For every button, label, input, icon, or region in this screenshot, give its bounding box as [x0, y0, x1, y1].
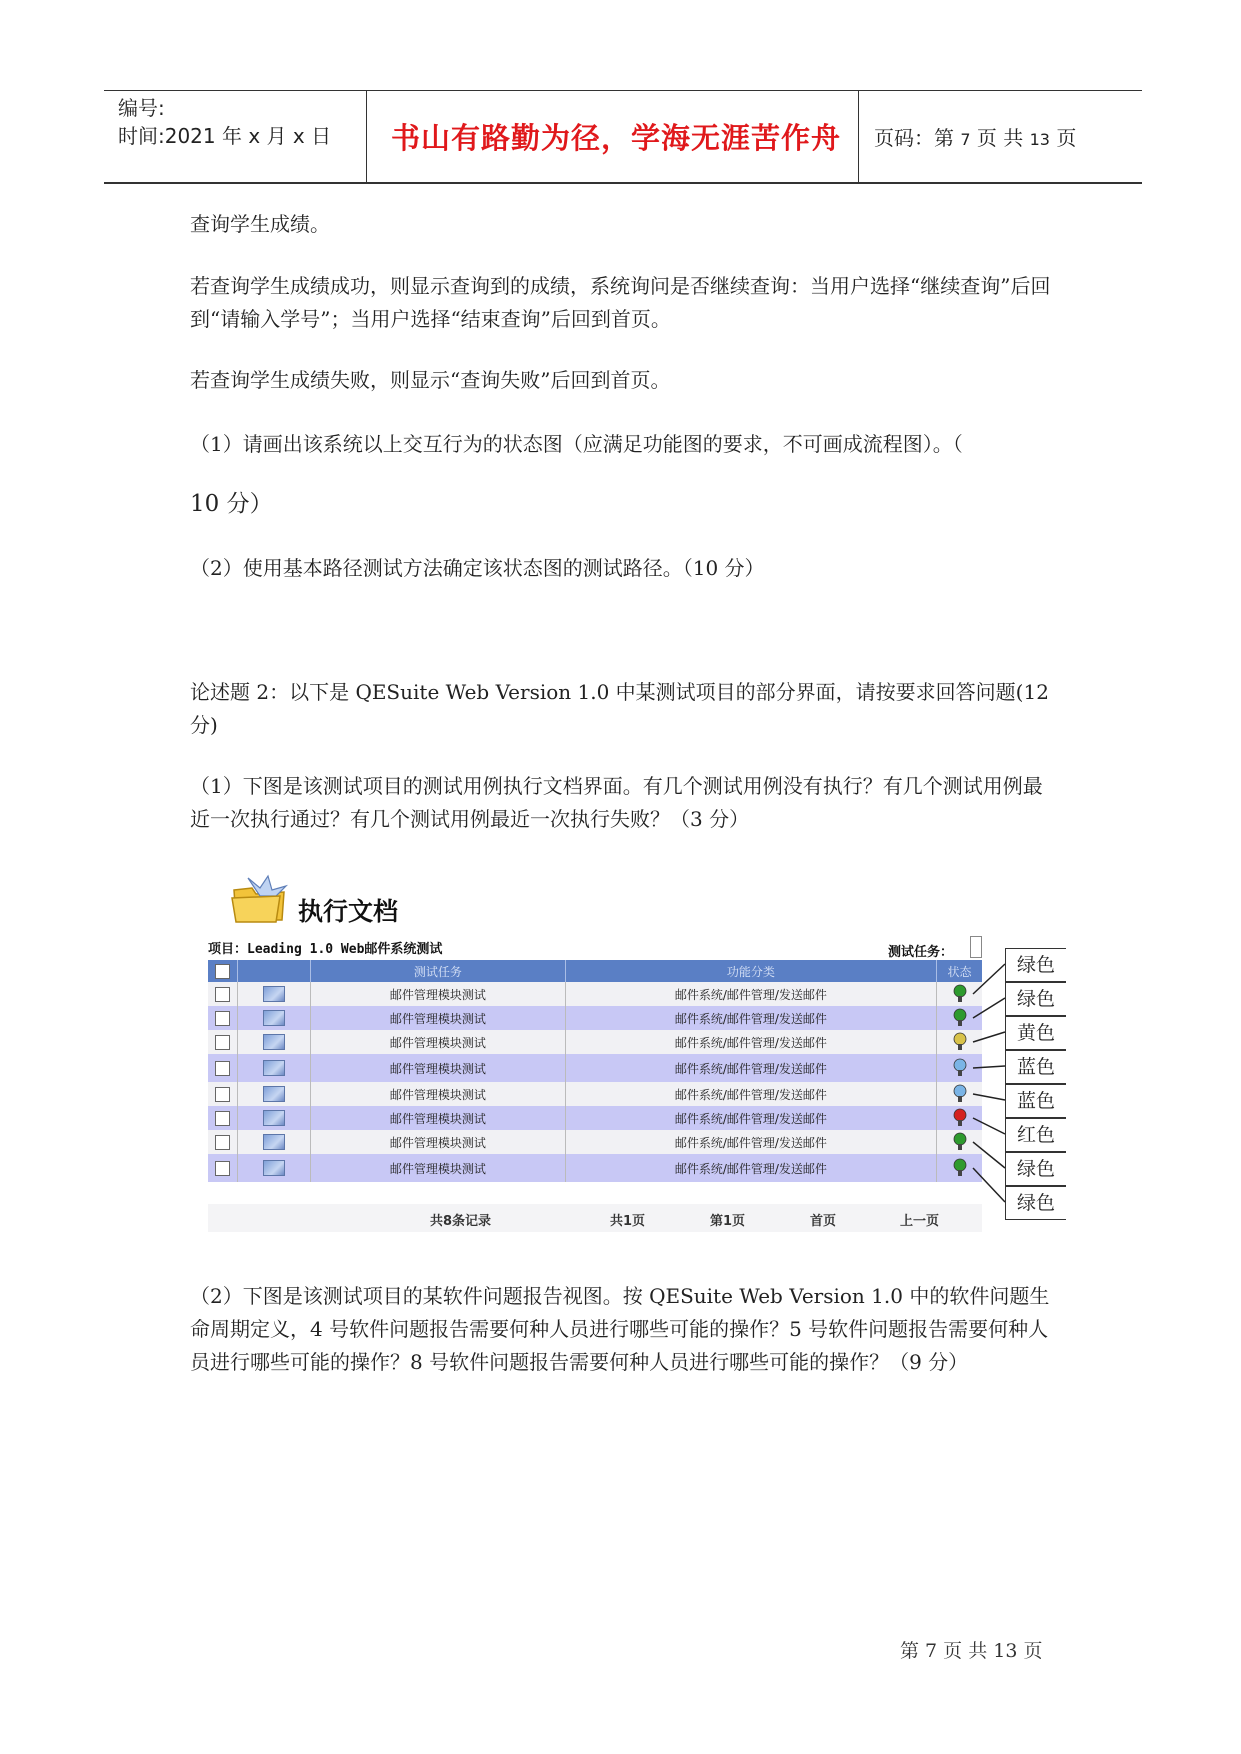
row-category: 邮件系统/邮件管理/发送邮件	[565, 1054, 936, 1082]
column-status[interactable]: 状态	[937, 960, 982, 982]
task-filter-label: 测试任务：	[888, 945, 954, 960]
project-label: 项目：Leading 1.0 Web邮件系统测试	[208, 942, 443, 957]
callout-leader-line	[973, 1032, 1005, 1042]
callout-leader-line	[973, 1168, 1005, 1202]
callout-leader-line	[973, 1118, 1005, 1134]
row-task: 邮件管理模块测试	[311, 982, 566, 1006]
figure-title: 执行文档	[298, 897, 399, 926]
page-suffix: 页	[1056, 126, 1077, 150]
paragraph-query: 查询学生成绩。	[190, 212, 330, 236]
row-task: 邮件管理模块测试	[311, 1054, 566, 1082]
callout-leader-line	[973, 1094, 1005, 1100]
page-prefix: 页码：第	[874, 126, 954, 150]
essay-question-2: 论述题 2：以下是 QESuite Web Version 1.0 中某测试项目的部分界面，请按要求回答问题(12 分)	[190, 680, 1049, 737]
column-task[interactable]: 测试任务	[311, 960, 566, 982]
header-meta	[118, 94, 331, 150]
header-number: 编号:	[118, 96, 165, 120]
callout-leader-line	[973, 964, 1005, 994]
row-task: 邮件管理模块测试	[311, 1030, 566, 1054]
row-category: 邮件系统/邮件管理/发送邮件	[565, 1030, 936, 1054]
status-callout-label: 黄色	[1005, 1016, 1066, 1050]
pager-prev-link[interactable]: 上一页	[900, 1214, 940, 1229]
header-motto: 书山有路勤为径，学海无涯苦作舟	[390, 121, 841, 155]
row-task: 邮件管理模块测试	[311, 1154, 566, 1182]
execution-document-figure	[208, 868, 1060, 1238]
callout-leader-lines	[208, 868, 1060, 1238]
page-current: 7	[960, 130, 971, 149]
status-callout-label: 蓝色	[1005, 1050, 1066, 1084]
row-task: 邮件管理模块测试	[311, 1006, 566, 1030]
column-category[interactable]: 功能分类	[565, 960, 936, 982]
page-footer: 第 7 页 共 13 页	[900, 1640, 1043, 1662]
header-time: 时间:2021 年 x 月 x 日	[118, 124, 332, 148]
row-category: 邮件系统/邮件管理/发送邮件	[565, 1130, 936, 1154]
page-total: 13	[1029, 130, 1050, 149]
pager-total-pages: 共1页	[610, 1214, 646, 1229]
page-mid: 页 共	[976, 126, 1024, 150]
question-1: （1）请画出该系统以上交互行为的状态图（应满足功能图的要求，不可画成流程图）。（	[190, 432, 963, 456]
paragraph-success: 若查询学生成绩成功，则显示查询到的成绩，系统询问是否继续查询：当用户选择“继续查询”后回到“请输入学号”；当用户选择“结束查询”后回到首页。	[190, 274, 1051, 331]
question-1-score: 10 分）	[190, 491, 273, 517]
row-task: 邮件管理模块测试	[311, 1082, 566, 1106]
paragraph-failure: 若查询学生成绩失败，则显示“查询失败”后回到首页。	[190, 368, 671, 392]
status-callout-label: 绿色	[1005, 1186, 1066, 1220]
status-callout-label: 红色	[1005, 1118, 1066, 1152]
header-bottom-rule	[104, 182, 1142, 184]
row-category: 邮件系统/邮件管理/发送邮件	[565, 982, 936, 1006]
row-category: 邮件系统/邮件管理/发送邮件	[565, 1006, 936, 1030]
page-header	[104, 90, 1142, 184]
row-task: 邮件管理模块测试	[311, 1130, 566, 1154]
pager-total-records: 共8条记录	[430, 1214, 492, 1229]
row-category: 邮件系统/邮件管理/发送邮件	[565, 1106, 936, 1130]
sub-question-1: （1）下图是该测试项目的测试用例执行文档界面。有几个测试用例没有执行？有几个测试用例最近一次执行通过？有几个测试用例最近一次执行失败？（3 分）	[190, 774, 1043, 831]
status-callout-label: 蓝色	[1005, 1084, 1066, 1118]
callout-leader-line	[973, 1066, 1005, 1068]
header-top-rule	[104, 90, 1142, 91]
status-callout-label: 绿色	[1005, 1152, 1066, 1186]
question-2: （2）使用基本路径测试方法确定该状态图的测试路径。（10 分）	[190, 556, 765, 580]
pager-first-link[interactable]: 首页	[810, 1214, 837, 1229]
callout-leader-line	[973, 998, 1005, 1018]
header-page-number	[874, 122, 1076, 151]
pager-current-page: 第1页	[710, 1214, 746, 1229]
status-callout-label: 绿色	[1005, 982, 1066, 1016]
row-category: 邮件系统/邮件管理/发送邮件	[565, 1154, 936, 1182]
callout-leader-line	[973, 1142, 1005, 1168]
row-category: 邮件系统/邮件管理/发送邮件	[565, 1082, 936, 1106]
row-task: 邮件管理模块测试	[311, 1106, 566, 1130]
sub-question-2: （2）下图是该测试项目的某软件问题报告视图。按 QESuite Web Version 1.0 中的软件问题生命周期定义，4 号软件问题报告需要何种人员进行哪些可能的操作？5 号软件问题报告需要何种人员进行哪些可能的操作？8 号软件问题报告需要何种人员进行哪些可能的操作？（9 分）	[190, 1284, 1050, 1374]
status-callout-label: 绿色	[1005, 948, 1066, 982]
